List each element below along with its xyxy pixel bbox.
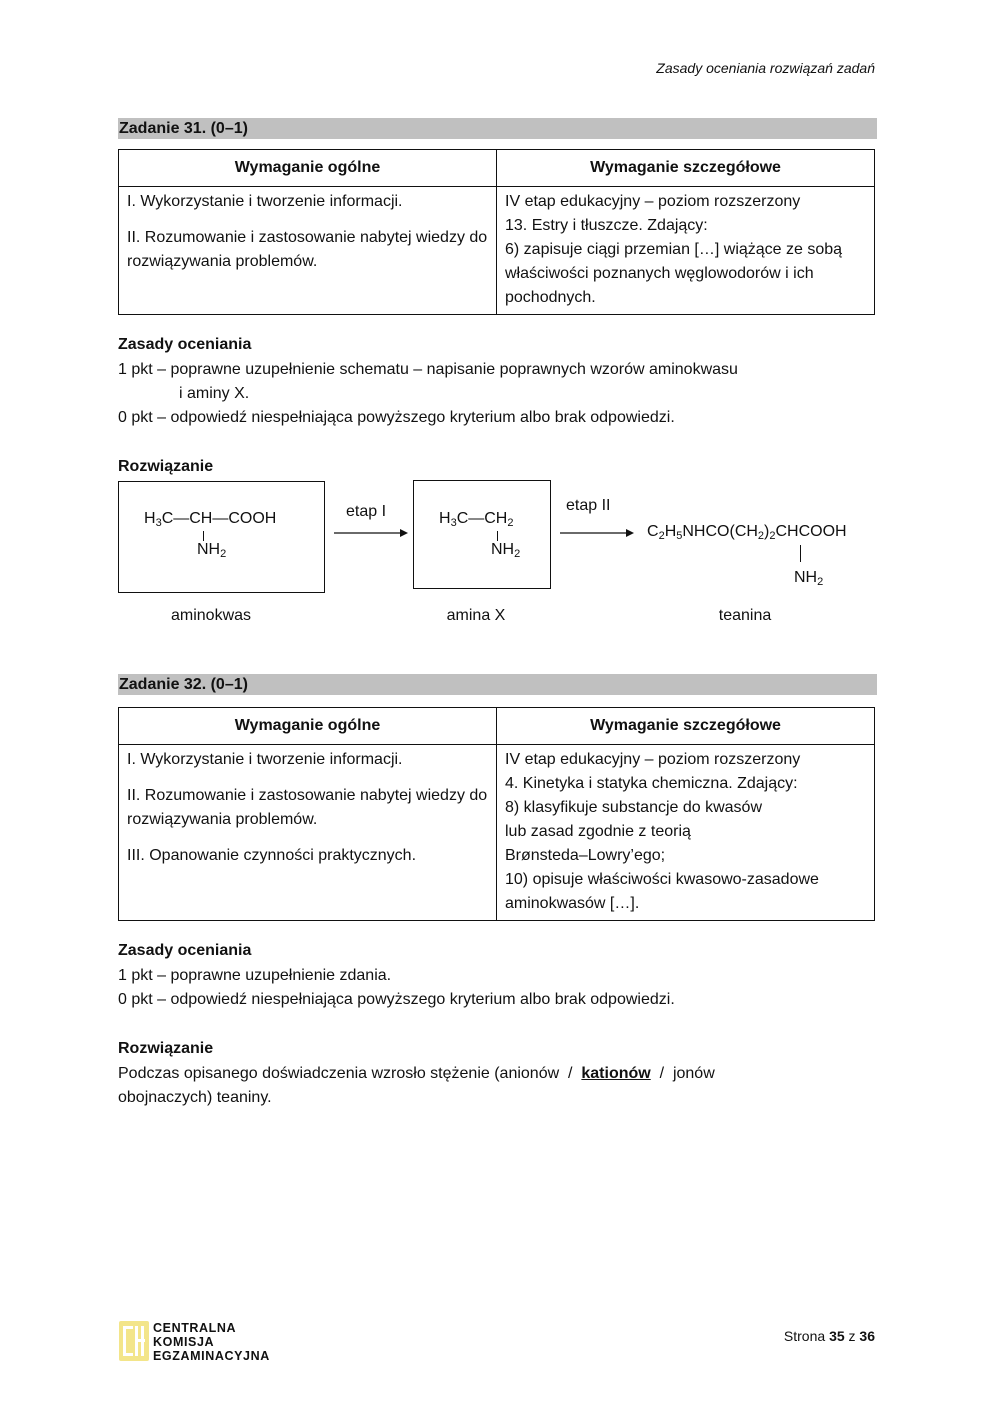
aminoacid-formula: $H_3C—CH—COOH$ — [144, 510, 277, 529]
task-32-scoring-line: 1 pkt – poprawne uzupełnienie zdania. — [118, 967, 392, 984]
specific-requirement: 6) zapisuje ciągi przemian […] wiążące ze sobą właściwości poznanych węglowodorów i ich pochodnych. — [505, 241, 843, 306]
amine-formula: $H_3C—CH_2$ — [439, 510, 514, 529]
specific-requirements-cell — [497, 745, 875, 921]
specific-requirement: 13. Estry i tłuszcze. Zdający: — [505, 217, 708, 234]
page-sep: z — [848, 1328, 856, 1344]
specific-requirements-cell — [497, 187, 875, 315]
task-32-title: Zadanie 32. (0–1) — [118, 674, 877, 695]
general-requirement: I. Wykorzystanie i tworzenie informacji. — [127, 193, 403, 210]
solution-answer: kationów — [581, 1065, 651, 1082]
page-current: 35 — [829, 1328, 845, 1344]
specific-requirement: 4. Kinetyka i statyka chemiczna. Zdający: — [505, 775, 798, 792]
step-1-label: etap I — [346, 503, 387, 520]
task-31-scoring-line: 1 pkt – poprawne uzupełnienie schematu – napisanie poprawnych wzorów aminokwasu — [118, 361, 738, 378]
col-specific-header: Wymaganie szczegółowe — [497, 150, 875, 187]
task-32-requirements-table — [118, 707, 875, 921]
page-prefix: Strona — [783, 1328, 826, 1344]
theanine-label: teanina — [718, 607, 772, 624]
bond-line — [800, 545, 801, 562]
aminoacid-label: aminokwas — [170, 607, 252, 624]
task-31-scoring-line: i aminy X. — [179, 385, 250, 402]
task-32-scoring-line: 0 pkt – odpowiedź niespełniająca powyższego kryterium albo brak odpowiedzi. — [118, 991, 675, 1008]
cke-logo-icon — [119, 1321, 149, 1361]
task-31-scoring-line: 0 pkt – odpowiedź niespełniająca powyższego kryterium albo brak odpowiedzi. — [118, 409, 675, 426]
general-requirements-cell — [119, 187, 497, 315]
page-number — [784, 1328, 875, 1344]
theanine-amino-group: $NH_2$ — [794, 569, 824, 588]
task-31-requirements-table — [118, 149, 875, 315]
aminoacid-amino-group: $NH_2$ — [197, 541, 227, 560]
task-32-solution-sentence — [118, 1062, 715, 1086]
col-specific-header: Wymaganie szczegółowe — [497, 708, 875, 745]
amine-label: amina X — [446, 607, 506, 624]
task-32-solution-line-2: obojnaczych) teaniny. — [118, 1089, 272, 1106]
logo-line: KOMISJA — [153, 1335, 215, 1349]
page-header: Zasady oceniania rozwiązań zadań — [656, 60, 875, 76]
theanine-formula: $C_2H_5NHCO(CH_2)_2CHCOOH$ — [647, 523, 847, 542]
arrow-right-icon — [560, 527, 634, 539]
general-requirement: II. Rozumowanie i zastosowanie nabytej wiedzy do rozwiązywania problemów. — [127, 229, 488, 270]
specific-requirement: IV etap edukacyjny – poziom rozszerzony — [505, 193, 801, 210]
step-2-label: etap II — [566, 497, 611, 514]
col-general-header: Wymaganie ogólne — [119, 708, 497, 745]
logo-line: CENTRALNA — [153, 1321, 237, 1335]
general-requirements-cell — [119, 745, 497, 921]
col-general-header: Wymaganie ogólne — [119, 150, 497, 187]
specific-requirement: Brønsteda–Lowry’ego; — [505, 847, 666, 864]
general-requirement: III. Opanowanie czynności praktycznych. — [127, 847, 417, 864]
task-31-title: Zadanie 31. (0–1) — [118, 118, 877, 139]
logo-line: EGZAMINACYJNA — [153, 1349, 270, 1363]
solution-text: Podczas opisanego doświadczenia wzrosło stężenie (anionów / — [118, 1065, 582, 1082]
specific-requirement: 10) opisuje właściwości kwasowo-zasadowe aminokwasów […]. — [505, 871, 819, 912]
logo-mark-icon — [119, 1321, 149, 1361]
task-31-scoring-title: Zasady oceniania — [118, 336, 252, 353]
specific-requirement: lub zasad zgodnie z teorią — [505, 823, 691, 840]
amine-box — [413, 480, 551, 589]
specific-requirement: 8) klasyfikuje substancje do kwasów — [505, 799, 763, 816]
general-requirement: I. Wykorzystanie i tworzenie informacji. — [127, 751, 403, 768]
task-32-scoring-title: Zasady oceniania — [118, 942, 252, 959]
cke-logo-text — [153, 1321, 270, 1363]
specific-requirement: IV etap edukacyjny – poziom rozszerzony — [505, 751, 801, 768]
task-31-solution-title: Rozwiązanie — [118, 458, 214, 475]
general-requirement: II. Rozumowanie i zastosowanie nabytej wiedzy do rozwiązywania problemów. — [127, 787, 488, 828]
bond-line — [203, 531, 204, 541]
arrow-right-icon — [334, 527, 408, 539]
bond-line — [497, 531, 498, 541]
solution-text: / jonów — [650, 1065, 715, 1082]
page-total: 36 — [859, 1328, 875, 1344]
aminoacid-box — [118, 481, 325, 593]
task-32-solution-title: Rozwiązanie — [118, 1040, 214, 1057]
amine-amino-group: $NH_2$ — [491, 541, 521, 560]
